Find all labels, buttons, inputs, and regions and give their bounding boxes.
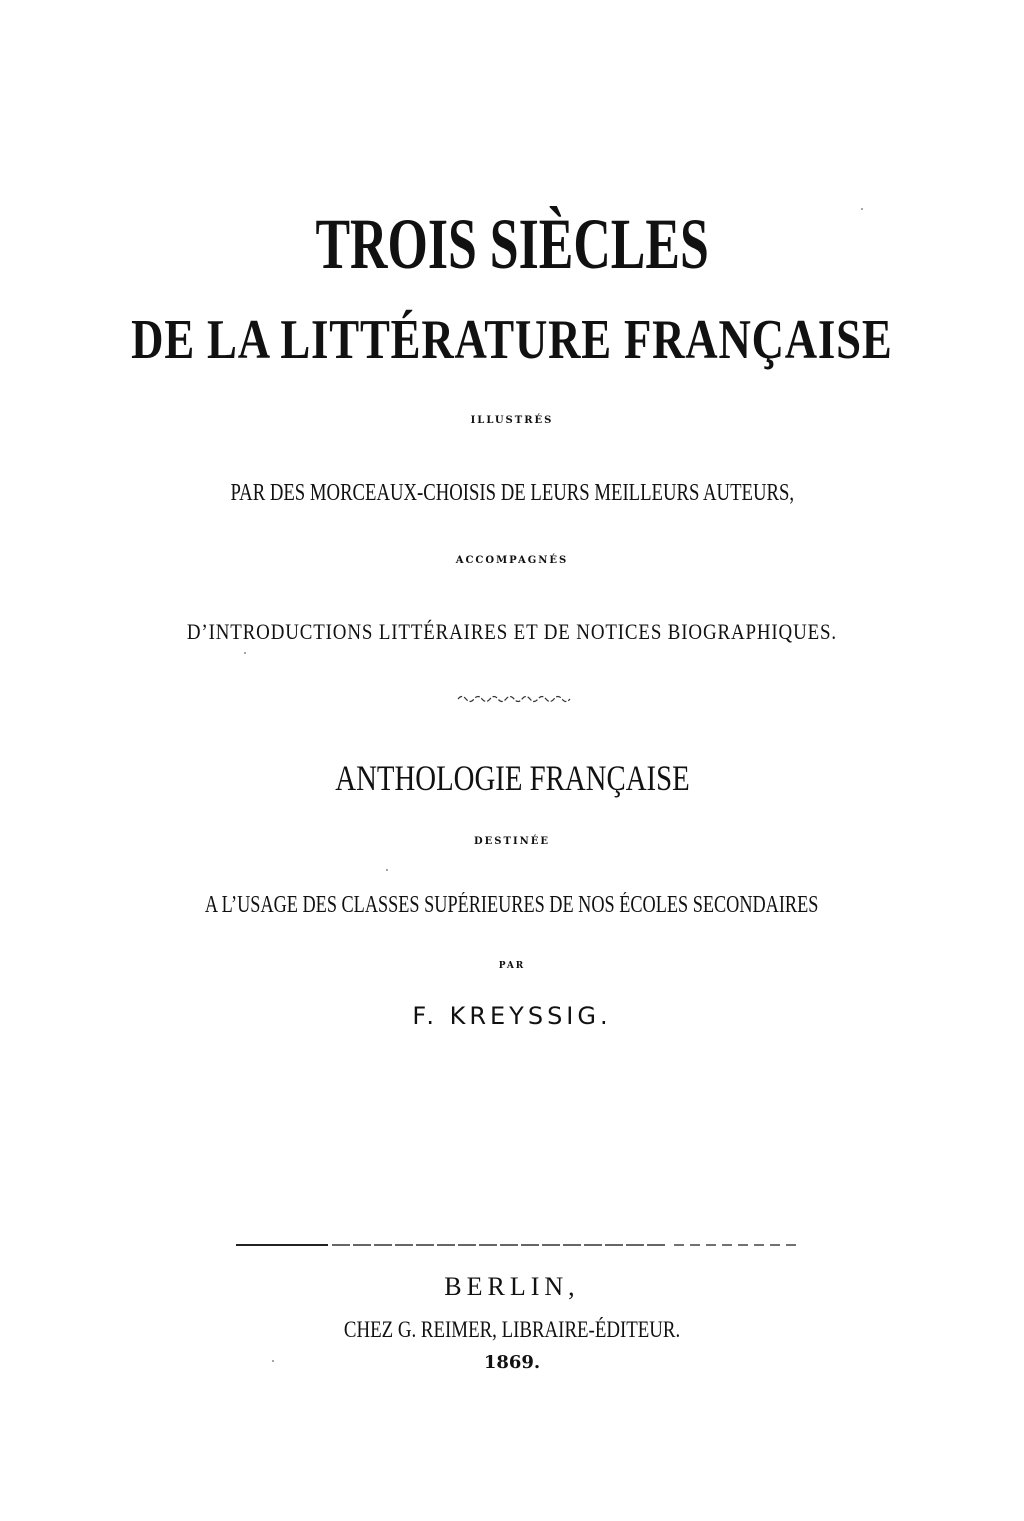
imprint-publisher-text: CHEZ G. REIMER, LIBRAIRE-ÉDITEUR. [343, 1317, 681, 1342]
anthologie-line [0, 760, 1024, 796]
usage-text: A L’USAGE DES CLASSES SUPÉRIEURES DE NOS ÉCOLES SECONDAIRES [205, 892, 819, 918]
accompagnes-label: ACCOMPAGNÉS [455, 555, 569, 566]
imprint-city: BERLIN, [444, 1272, 580, 1301]
imprint-publisher [0, 1318, 1024, 1341]
main-title [0, 204, 1024, 284]
imprint-rule [236, 1243, 798, 1247]
imprint-year: 1869. [483, 1352, 541, 1373]
destinee-label: DESTINÉE [473, 836, 551, 847]
paper-speck [386, 869, 388, 871]
paper-speck [244, 652, 246, 654]
paper-speck [861, 208, 863, 210]
par-label: PAR [498, 961, 526, 971]
usage-line [0, 893, 1024, 917]
subtitle-text: DE LA LITTÉRATURE FRANÇAISE [131, 309, 893, 371]
introductions-line [0, 621, 1024, 643]
morceaux-text: PAR DES MORCEAUX-CHOISIS DE LEURS MEILLEURS AUTEURS, [230, 480, 794, 506]
introductions-text: D’INTRODUCTIONS LITTÉRAIRES ET DE NOTICES BIOGRAPHIQUES. [186, 619, 838, 644]
illustres-label: ILLUSTRÉS [470, 415, 554, 426]
author-name: F. KREYSSIG. [412, 1002, 612, 1030]
main-title-text: TROIS SIÈCLES [315, 204, 709, 284]
anthologie-text: ANTHOLOGIE FRANÇAISE [334, 758, 690, 798]
wavy-ornament [456, 692, 572, 706]
morceaux-line [0, 481, 1024, 505]
paper-speck [272, 1360, 274, 1362]
subtitle [0, 309, 1024, 371]
